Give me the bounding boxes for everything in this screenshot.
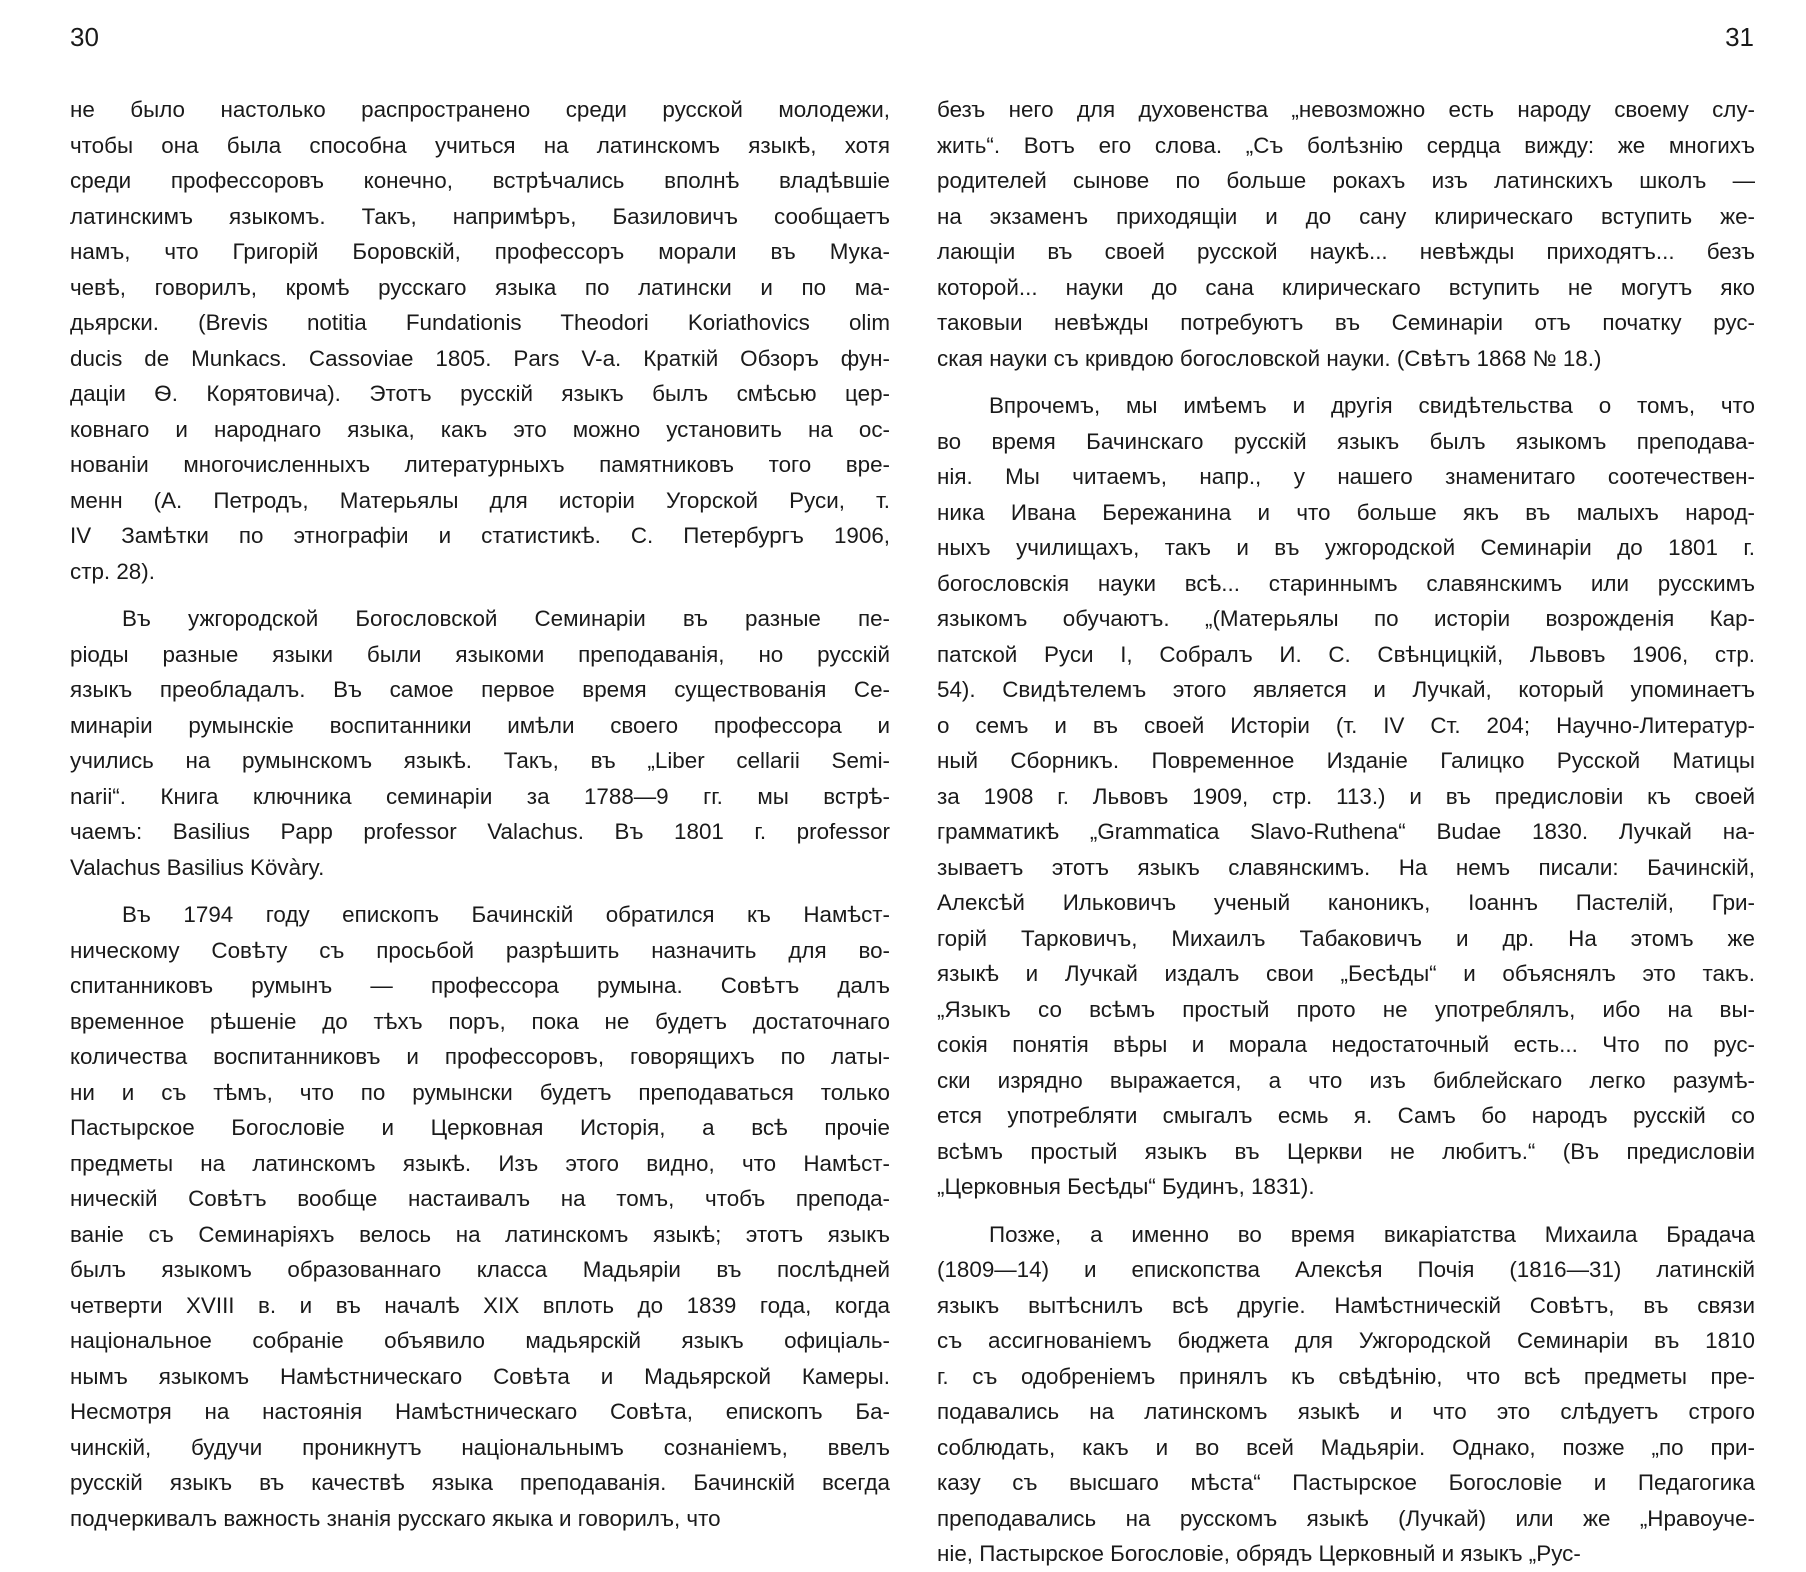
text-line: лающіи въ своей русской наукѣ... невѣжды приходятъ... безъ	[937, 239, 1755, 264]
text-line: русскій языкъ въ качествѣ языка преподаванія. Бачинскій всегда	[70, 1470, 890, 1495]
text-line: Пастырское Богословіе и Церковная Исторія, а всѣ прочіе	[70, 1115, 890, 1140]
text-line: Въ 1794 году епископъ Бачинскій обратился къ Намѣст-	[122, 902, 890, 927]
text-line: чевѣ, говорилъ, кромѣ русскаго языка по латински и по ма-	[70, 274, 890, 300]
text-line: четверти XVIII в. и въ началѣ XIX вплоть до 1839 года, когда	[70, 1292, 890, 1318]
text-line: Valachus Basilius Kövàry.	[70, 854, 325, 880]
text-line: Позже, а именно во время викаріатства Михаила Брадача	[989, 1221, 1755, 1247]
text-line: ducis de Munkacs. Cassoviae 1805. Pars V-a. Краткій Обзоръ фун-	[70, 345, 890, 371]
paragraph	[937, 92, 1755, 376]
page-text	[937, 92, 1755, 1572]
text-line: съ ассигнованіемъ бюджета для Ужгородской Семинаріи въ 1810	[937, 1328, 1755, 1353]
text-line: ніе, Пастырское Богословіе, обрядъ Церковный и языкъ „Рус-	[937, 1541, 1581, 1566]
text-line: за 1908 г. Львовъ 1909, стр. 113.) и въ предисловіи къ своей	[937, 783, 1755, 809]
text-line: Въ ужгородской Богословской Семинаріи въ разные пе-	[122, 606, 890, 631]
text-line: предметы на латинскомъ языкѣ. Изъ этого видно, что Намѣст-	[70, 1150, 890, 1176]
text-line: ется употребляти смыгалъ есмь я. Самъ бо народъ русскій со	[937, 1103, 1755, 1128]
text-line: ника Ивана Бережанина и что больше якъ въ малыхъ народ-	[937, 499, 1755, 525]
page-number: 31	[1725, 22, 1754, 52]
text-line: г. съ одобреніемъ принялъ къ свѣдѣнію, что всѣ предметы пре-	[937, 1363, 1755, 1389]
text-line: всѣмъ простый языкъ въ Церкви не любитъ.“ (Въ предисловіи	[937, 1138, 1755, 1164]
text-line: количества воспитанниковъ и профессоровъ, говорящихъ по латы-	[70, 1044, 890, 1069]
text-line: „Церковныя Бесѣды“ Будинъ, 1831).	[937, 1174, 1315, 1199]
text-line: богословскія науки всѣ... стариннымъ славянскимъ или русскимъ	[937, 570, 1755, 596]
text-line: „Языкъ со всѣмъ простый прото не употреблялъ, ибо на вы-	[937, 996, 1755, 1022]
text-line: языкомъ обучаютъ. „(Матерьялы по исторіи возрожденія Кар-	[937, 606, 1755, 631]
text-line: казу съ высшаго мѣста“ Пастырское Богословіе и Педагогика	[937, 1470, 1755, 1495]
text-line: Впрочемъ, мы имѣемъ и другія свидѣтельства о томъ, что	[989, 393, 1755, 418]
paragraph-gap	[937, 376, 1755, 388]
text-line: ріоды разные языки были языкоми преподаванія, но русскій	[70, 641, 890, 667]
text-line: подавались на латинскомъ языкѣ и что это слѣдуетъ строго	[937, 1399, 1755, 1424]
text-line: ническій Совѣтъ вообще настаивалъ на томъ, чтобъ препода-	[70, 1186, 890, 1211]
text-line: ковнаго и народнаго языка, какъ это можно установить на ос-	[70, 416, 890, 442]
paragraph	[937, 1217, 1755, 1572]
text-line: соблюдать, какъ и во всей Мадьяріи. Однако, позже „по при-	[937, 1434, 1755, 1460]
text-line: сокія понятія вѣры и морала недостаточный есть... Что по рус-	[937, 1032, 1755, 1057]
text-line: намъ, что Григорій Боровскій, профессоръ морали въ Мука-	[70, 239, 890, 264]
page-number: 30	[70, 22, 99, 52]
text-line: ническому Совѣту съ просьбой разрѣшить назначить для во-	[70, 937, 890, 963]
text-line: (1809—14) и епископства Алексѣя Почія (1816—31) латинскій	[937, 1257, 1755, 1282]
paragraph-gap	[70, 885, 890, 897]
text-line: ный Сборникъ. Повременное Изданіе Галицко Русской Матицы	[937, 748, 1755, 773]
text-line: IV Замѣтки по этнографіи и статистикѣ. С. Петербургъ 1906,	[70, 523, 890, 548]
text-line: горій Тарковичъ, Михаилъ Табаковичъ и др. На этомъ же	[937, 925, 1755, 951]
text-line: былъ языкомъ образованнаго класса Мадьяріи въ послѣдней	[70, 1257, 890, 1282]
paragraph-gap	[937, 1205, 1755, 1217]
text-line: стр. 28).	[70, 558, 155, 584]
paragraph	[70, 92, 890, 589]
text-line: преподавались на русскомъ языкѣ (Лучкай) или же „Нравоуче-	[937, 1505, 1755, 1531]
text-line: минаріи румынскіе воспитанники имѣли своего профессора и	[70, 712, 890, 738]
text-line: ныхъ училищахъ, такъ и въ ужгородской Семинаріи до 1801 г.	[937, 535, 1755, 560]
text-line: даціи Ѳ. Корятовича). Этотъ русскій языкъ былъ смѣсью цер-	[70, 381, 890, 406]
text-line: учились на румынскомъ языкѣ. Такъ, въ „Liber cellarii Semi-	[70, 748, 890, 773]
page-text	[70, 92, 890, 1536]
text-line: безъ него для духовенства „невозможно есть народу своему слу-	[937, 97, 1755, 122]
text-line: нымъ языкомъ Намѣстническаго Совѣта и Мадьярской Камеры.	[70, 1363, 890, 1389]
text-line: національное собраніе объявило мадьярскій языкъ офиціаль-	[70, 1328, 890, 1353]
right-page	[903, 0, 1806, 1566]
text-line: среди профессоровъ конечно, встрѣчались вполнѣ владѣвшіе	[70, 168, 890, 193]
text-line: narii“. Книга ключника семинаріи за 1788—9 гг. мы встрѣ-	[70, 783, 890, 809]
text-line: нованіи многочисленныхъ литературныхъ памятниковъ того вре-	[70, 452, 890, 477]
text-line: языкъ вытѣснилъ всѣ другіе. Намѣстническій Совѣтъ, въ связи	[937, 1292, 1755, 1318]
paragraph	[70, 601, 890, 885]
text-line: дьярски. (Brevis notitia Fundationis Theodori Koriathovics olim	[70, 310, 890, 335]
text-line: языкъ преобладалъ. Въ самое первое время существованія Се-	[70, 677, 890, 702]
text-line: родителей сынове по больше рокахъ изъ латинскихъ школъ —	[937, 168, 1755, 193]
text-line: временное рѣшеніе до тѣхъ поръ, пока не будетъ достаточнаго	[70, 1008, 890, 1034]
text-line: чинскій, будучи проникнутъ національнымъ сознаніемъ, ввелъ	[70, 1434, 890, 1460]
left-page	[0, 0, 903, 1531]
text-line: которой... науки до сана клирическаго вступить не могутъ яко	[937, 274, 1755, 300]
text-line: чтобы она была способна учиться на латинскомъ языкѣ, хотя	[70, 132, 890, 158]
text-line: нія. Мы читаемъ, напр., у нашего знаменитаго соотечествен-	[937, 464, 1755, 489]
text-line: не было настолько распространено среди русской молодежи,	[70, 97, 890, 122]
text-line: Несмотря на настоянія Намѣстническаго Совѣта, епископъ Ба-	[70, 1399, 890, 1424]
text-line: ни и съ тѣмъ, что по румынски будетъ преподаваться только	[70, 1079, 890, 1105]
text-line: грамматикѣ „Grammatica Slavo-Ruthena“ Budae 1830. Лучкай на-	[937, 819, 1755, 844]
text-line: патской Руси I, Собралъ И. С. Свѣнцицкій, Львовъ 1906, стр.	[937, 641, 1755, 667]
text-line: на экзаменъ приходящіи и до сану клирическаго вступить же-	[937, 203, 1755, 229]
paragraph	[937, 388, 1755, 1205]
text-line: зываетъ этотъ языкъ славянскимъ. На немъ писали: Бачинскій,	[937, 854, 1755, 880]
text-line: ская науки съ кривдою богословской науки. (Свѣтъ 1868 № 18.)	[937, 345, 1602, 371]
text-line: Алексѣй Ильковичъ ученый каноникъ, Іоаннъ Пастелій, Гри-	[937, 890, 1755, 915]
text-line: менн (А. Петродъ, Матерьялы для исторіи Угорской Руси, т.	[70, 487, 890, 513]
paragraph-gap	[70, 589, 890, 601]
text-line: языкѣ и Лучкай издалъ свои „Бесѣды“ и объяснялъ это такъ.	[937, 961, 1755, 986]
text-line: спитанниковъ румынъ — профессора румына. Совѣтъ далъ	[70, 973, 890, 998]
text-line: ваніе съ Семинаріяхъ велось на латинскомъ языкѣ; этотъ языкъ	[70, 1221, 890, 1247]
text-line: таковыи невѣжды потребуютъ въ Семинаріи отъ початку рус-	[937, 310, 1755, 335]
text-line: во время Бачинскаго русскій языкъ былъ языкомъ преподава-	[937, 428, 1755, 454]
text-line: латинскимъ языкомъ. Такъ, напримѣръ, Базиловичъ сообщаетъ	[70, 203, 890, 229]
text-line: жить“. Вотъ его слова. „Съ болѣзнію сердца вижду: же многихъ	[937, 132, 1755, 158]
text-line: 54). Свидѣтелемъ этого является и Лучкай, который упоминаетъ	[937, 677, 1755, 702]
text-line: подчеркивалъ важность знанія русскаго якыка и говорилъ, что	[70, 1505, 721, 1531]
text-line: ски изрядно выражается, а что изъ библейскаго легко разумѣ-	[937, 1067, 1755, 1093]
paragraph	[70, 897, 890, 1536]
text-line: чаемъ: Basilius Papp professor Valachus. Въ 1801 г. professor	[70, 819, 890, 844]
text-line: о семъ и въ своей Исторіи (т. IV Ст. 204; Научно-Литератур-	[937, 712, 1755, 738]
